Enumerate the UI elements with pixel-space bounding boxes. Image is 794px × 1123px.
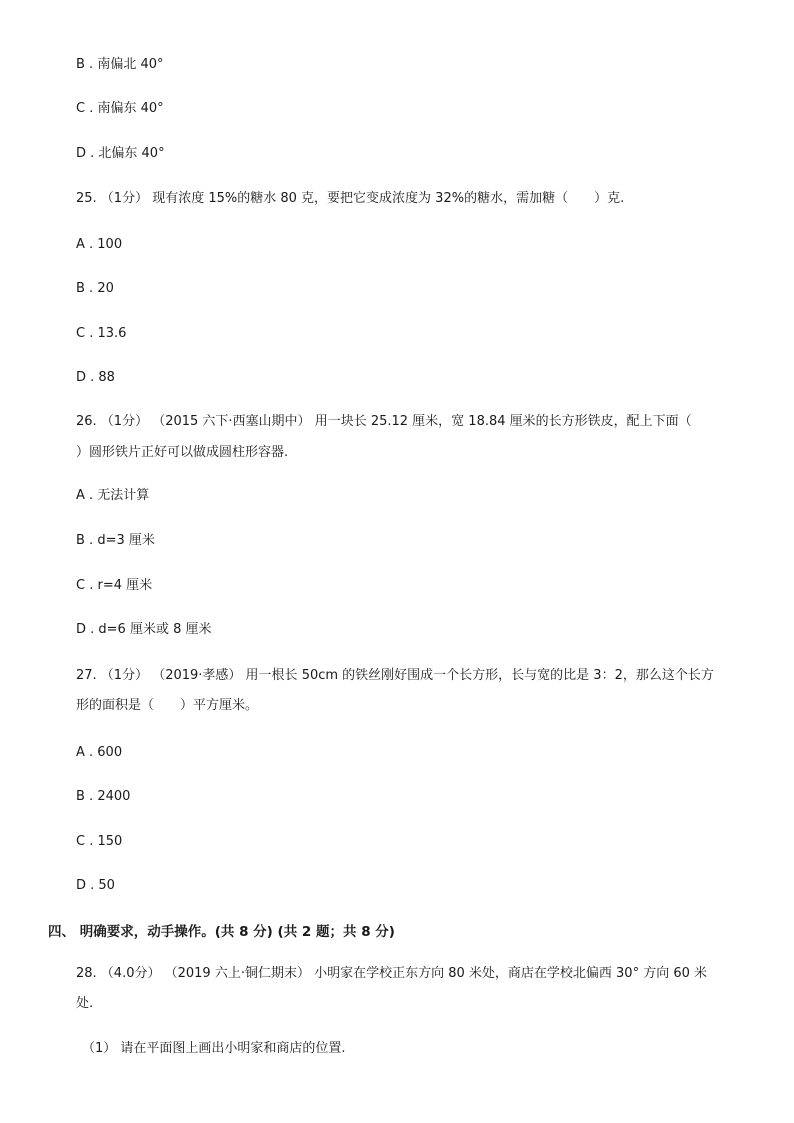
- q27-option-c: C . 150: [76, 834, 123, 849]
- q25-option-c: C . 13.6: [76, 326, 127, 341]
- q25-option-b: B . 20: [76, 281, 114, 296]
- q27-stem-line2: 形的面积是（ ）平方厘米。: [76, 698, 259, 713]
- q26-option-b: B . d=3 厘米: [76, 533, 155, 548]
- q27-option-a: A . 600: [76, 745, 123, 760]
- q24-option-d: D . 北偏东 40°: [76, 146, 165, 161]
- q26-option-d: D . d=6 厘米或 8 厘米: [76, 622, 212, 637]
- q28-stem-line2: 处.: [76, 996, 94, 1011]
- q25-option-d: D . 88: [76, 370, 115, 385]
- q26-stem-line2: ）圆形铁片正好可以做成圆柱形容器.: [76, 445, 289, 460]
- q28-sub-question-1: （1） 请在平面图上画出小明家和商店的位置.: [82, 1041, 346, 1056]
- q27-option-d: D . 50: [76, 878, 115, 893]
- q26-option-a: A . 无法计算: [76, 488, 150, 503]
- section-4-heading: 四、 明确要求，动手操作。(共 8 分) (共 2 题；共 8 分): [48, 924, 395, 940]
- q27-stem-line1: 27. （1分） （2019·孝感） 用一根长 50cm 的铁丝刚好围成一个长方形，长与宽的比是 3：2，那么这个长方: [76, 668, 714, 683]
- q25-stem: 25. （1分） 现有浓度 15%的糖水 80 克，要把它变成浓度为 32%的糖水，需加糖（ ）克.: [76, 191, 625, 206]
- q27-option-b: B . 2400: [76, 789, 131, 804]
- q26-stem-line1: 26. （1分） （2015 六下·西塞山期中） 用一块长 25.12 厘米，宽 18.84 厘米的长方形铁皮，配上下面（: [76, 414, 692, 429]
- q24-option-c: C . 南偏东 40°: [76, 101, 164, 116]
- q26-option-c: C . r=4 厘米: [76, 578, 153, 593]
- q24-option-b: B . 南偏北 40°: [76, 57, 164, 72]
- q25-option-a: A . 100: [76, 237, 123, 252]
- q28-stem-line1: 28. （4.0分） （2019 六上·铜仁期末） 小明家在学校正东方向 80 米处，商店在学校北偏西 30° 方向 60 米: [76, 966, 708, 981]
